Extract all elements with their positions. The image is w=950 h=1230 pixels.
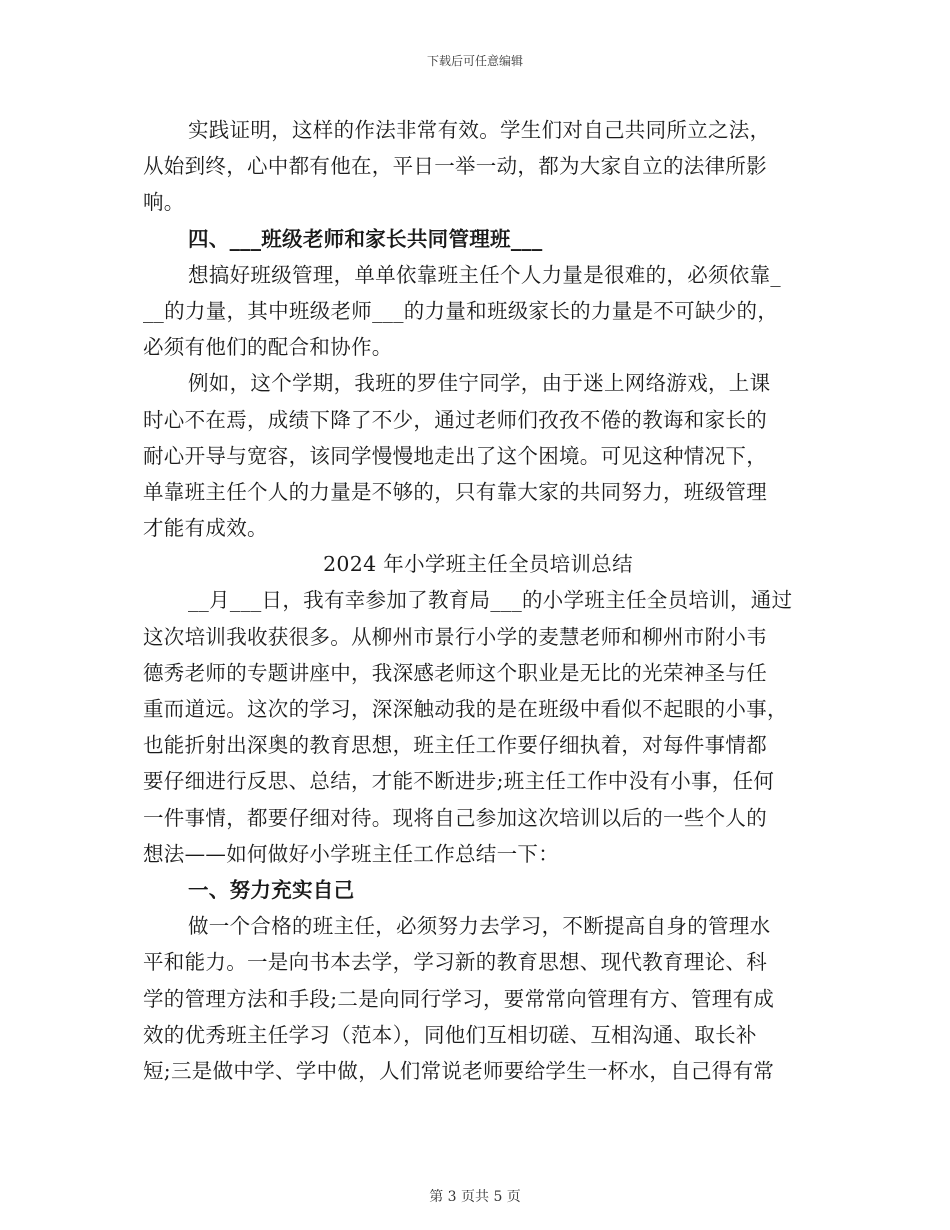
paragraph-line: 要仔细进行反思、总结，才能不断进步;班主任工作中没有小事，任何	[143, 769, 775, 794]
paragraph-line: 想搞好班级管理，单单依靠班主任个人力量是很难的，必须依靠_	[188, 262, 781, 287]
paragraph-line: 德秀老师的专题讲座中，我深感老师这个职业是无比的光荣神圣与任	[143, 660, 767, 685]
document-title: 2024 年小学班主任全员培训总结	[323, 552, 633, 577]
paragraph-line: 单靠班主任个人的力量是不够的，只有靠大家的共同努力，班级管理	[143, 479, 767, 504]
paragraph-line: 从始到终，心中都有他在，平日一举一动，都为大家自立的法律所影	[143, 154, 767, 179]
paragraph-line: 时心不在焉，成绩下降了不少，通过老师们孜孜不倦的教诲和家长的	[143, 407, 767, 432]
paragraph-line: 必须有他们的配合和协作。	[143, 335, 393, 360]
paragraph-line: 学的管理方法和手段;二是向同行学习，要常常向管理有方、管理有成	[143, 986, 775, 1011]
document-body	[143, 112, 813, 1089]
page-header: 下载后可任意编辑	[426, 54, 523, 68]
section-heading: 四、___班级老师和家长共同管理班___	[188, 226, 543, 251]
paragraph-line: 做一个合格的班主任，必须努力去学习，不断提高自身的管理水	[188, 914, 771, 939]
paragraph-line: 平和能力。一是向书本去学，学习新的教育思想、现代教育理论、科	[143, 950, 767, 975]
section-heading: 一、努力充实自己	[188, 877, 355, 902]
paragraph-line: 这次培训我收获很多。从柳州市景行小学的麦慧老师和柳州市附小韦	[143, 624, 767, 649]
paragraph-line: 实践证明，这样的作法非常有效。学生们对自己共同所立之法，	[188, 118, 771, 142]
paragraph-line: 想法——如何做好小学班主任工作总结一下：	[143, 841, 559, 866]
paragraph-line: 例如，这个学期，我班的罗佳宁同学，由于迷上网络游戏，上课	[188, 371, 771, 396]
paragraph-line: 一件事情，都要仔细对待。现将自己参加这次培训以后的一些个人的	[143, 805, 767, 830]
paragraph-line: 响。	[143, 190, 185, 215]
paragraph-line: __的力量，其中班级老师___的力量和班级家长的力量是不可缺少的，	[143, 298, 779, 323]
paragraph-line: 重而道远。这次的学习，深深触动我的是在班级中看似不起眼的小事，	[143, 697, 788, 721]
paragraph-line: __月___日，我有幸参加了教育局___的小学班主任全员培训，通过	[188, 588, 793, 613]
paragraph-line: 短;三是做中学、学中做，人们常说老师要给学生一杯水，自己得有常	[143, 1058, 775, 1083]
paragraph-line: 才能有成效。	[143, 516, 268, 541]
page-footer: 第 3 页共 5 页	[429, 1189, 521, 1205]
paragraph-line: 耐心开导与宽容，该同学慢慢地走出了这个困境。可见这种情况下，	[143, 443, 767, 468]
paragraph-line: 效的优秀班主任学习（范本），同他们互相切磋、互相沟通、取长补	[143, 1022, 757, 1047]
paragraph-line: 也能折射出深奥的教育思想，班主任工作要仔细执着，对每件事情都	[143, 733, 767, 758]
